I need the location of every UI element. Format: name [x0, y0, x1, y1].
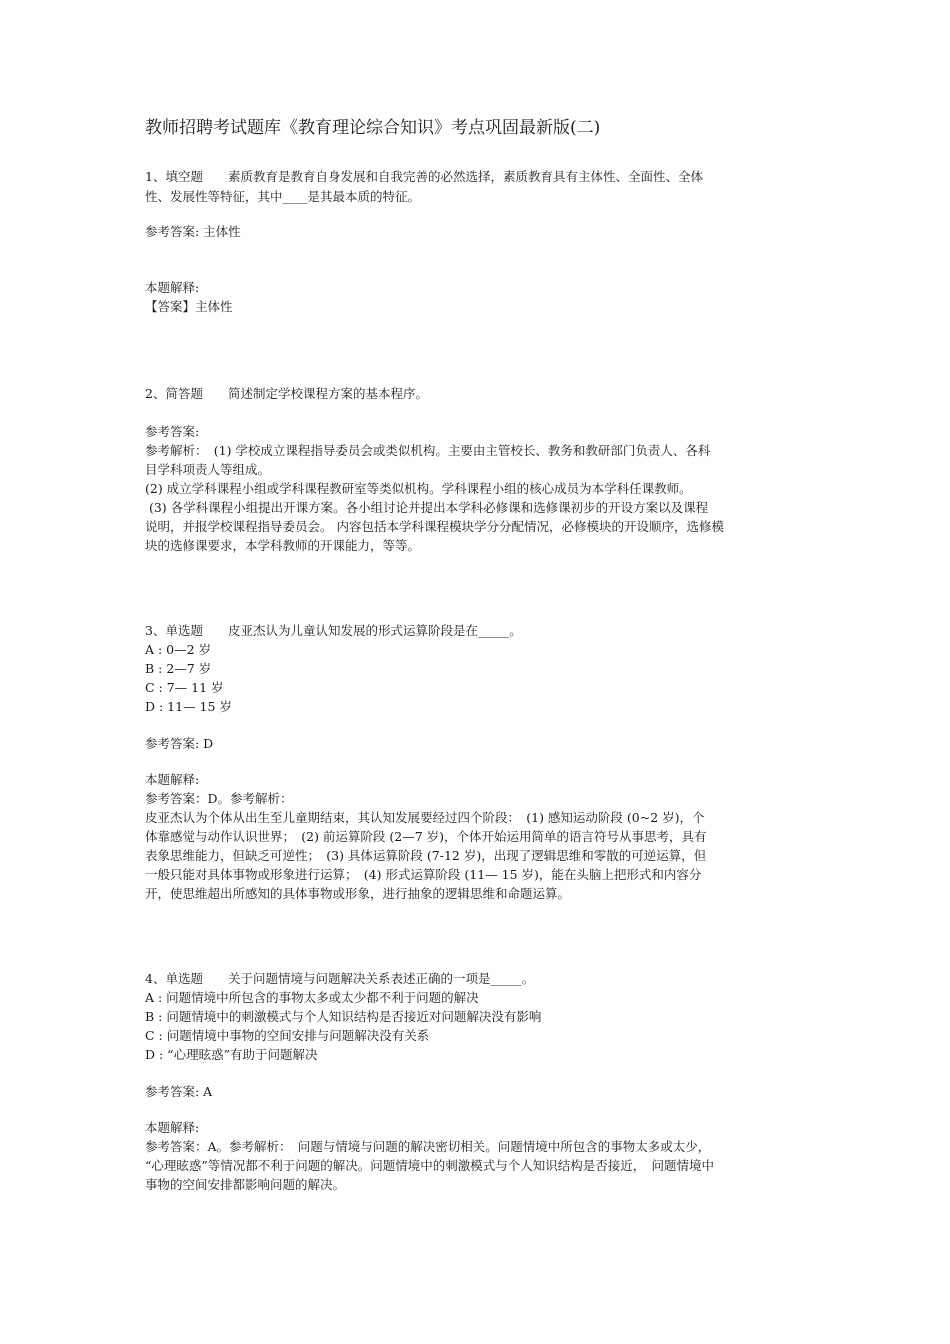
- q3-answer: 参考答案: D: [145, 736, 214, 751]
- q4-explain-line-1: 参考答案：A。参考解析： 问题与情境与问题的解决密切相关。问题情境中所包含的事物太多或太少，: [145, 1139, 711, 1154]
- document-title: 教师招聘考试题库《教育理论综合知识》考点巩固最新版(二): [145, 118, 601, 138]
- q1-stem-line-2: 性、发展性等特征，其中____是其最本质的特征。: [145, 189, 421, 204]
- q4-option-a: A : 问题情境中所包含的事物太多或太少都不利于问题的解决: [145, 990, 479, 1005]
- q1-stem-line-1: 1、填空题 素质教育是教育自身发展和自我完善的必然选择，素质教育具有主体性、全面性、全体: [145, 169, 703, 184]
- q3-stem-line-1: 3、单选题 皮亚杰认为儿童认知发展的形式运算阶段是在_____。: [145, 623, 522, 638]
- q2-explain-line-3: (2) 成立学科课程小组或学科课程教研室等类似机构。学科课程小组的核心成员为本学科任课教师。: [145, 481, 692, 496]
- q4-option-b: B : 问题情境中的刺激模式与个人知识结构是否接近对问题解决没有影响: [145, 1009, 542, 1024]
- q3-explain-label: 本题解释:: [145, 772, 200, 787]
- q1-explain-label: 本题解释:: [145, 280, 200, 295]
- q3-explain-line-3: 体靠感觉与动作认识世界； (2) 前运算阶段 (2—7 岁)，个体开始运用简单的语言符号从事思考，具有: [145, 829, 707, 844]
- q4-explain-line-2: “心理眩惑”等情况都不利于问题的解决。问题情境中的刺激模式与个人知识结构是否接近， 问题情境中: [145, 1158, 715, 1173]
- q3-option-a: A : 0—2 岁: [145, 642, 212, 657]
- q2-explain-line-1: 参考解析： (1) 学校成立课程指导委员会或类似机构。主要由主管校长、教务和教研部门负责人、各科: [145, 443, 711, 458]
- q2-answer: 参考答案:: [145, 424, 200, 439]
- q2-stem-line-1: 2、简答题 简述制定学校课程方案的基本程序。: [145, 386, 428, 401]
- q3-option-b: B : 2—7 岁: [145, 661, 212, 676]
- q4-option-d: D : “心理眩惑”有助于问题解决: [145, 1047, 318, 1062]
- q4-explain-line-3: 事物的空间安排都影响问题的解决。: [145, 1177, 346, 1192]
- q1-answer: 参考答案: 主体性: [145, 224, 241, 239]
- q3-explain-line-6: 开，使思维超出所感知的具体事物或形象，进行抽象的逻辑思维和命题运算。: [145, 886, 571, 901]
- q3-option-d: D : 11— 15 岁: [145, 699, 232, 714]
- q3-explain-line-1: 参考答案：D。参考解析：: [145, 791, 293, 806]
- q4-answer: 参考答案: A: [145, 1084, 213, 1099]
- q2-explain-line-6: 块的选修课要求，本学科教师的开课能力，等等。: [145, 538, 421, 553]
- q2-explain-line-5: 说明，并报学校课程指导委员会。 内容包括本学科课程模块学分分配情况，必修模块的开设顺序，选修模: [145, 519, 724, 534]
- q2-explain-line-2: 目学科项责人等组成。: [145, 462, 271, 477]
- q4-explain-label: 本题解释:: [145, 1120, 200, 1135]
- q4-option-c: C : 问题情境中事物的空间安排与问题解决没有关系: [145, 1028, 430, 1043]
- q4-stem-line-1: 4、单选题 关于问题情境与问题解决关系表述正确的一项是_____。: [145, 971, 535, 986]
- q3-explain-line-5: 一般只能对具体事物或形象进行运算； (4) 形式运算阶段 (11— 15 岁)，能在头脑上把形式和内容分: [145, 867, 702, 882]
- q2-explain-line-4: (3) 各学科课程小组提出开课方案。各小组讨论并提出本学科必修课和选修课初步的开设方案以及课程: [145, 500, 709, 515]
- q3-explain-line-2: 皮亚杰认为个体从出生至儿童期结束，其认知发展要经过四个阶段： (1) 感知运动阶段 (0~2 岁)，个: [145, 810, 705, 825]
- q1-explain-line-1: 【答案】主体性: [145, 299, 233, 314]
- q3-option-c: C : 7— 11 岁: [145, 680, 224, 695]
- q3-explain-line-4: 表象思维能力，但缺乏可逆性； (3) 具体运算阶段 (7-12 岁)，出现了逻辑思维和零散的可逆运算，但: [145, 848, 707, 863]
